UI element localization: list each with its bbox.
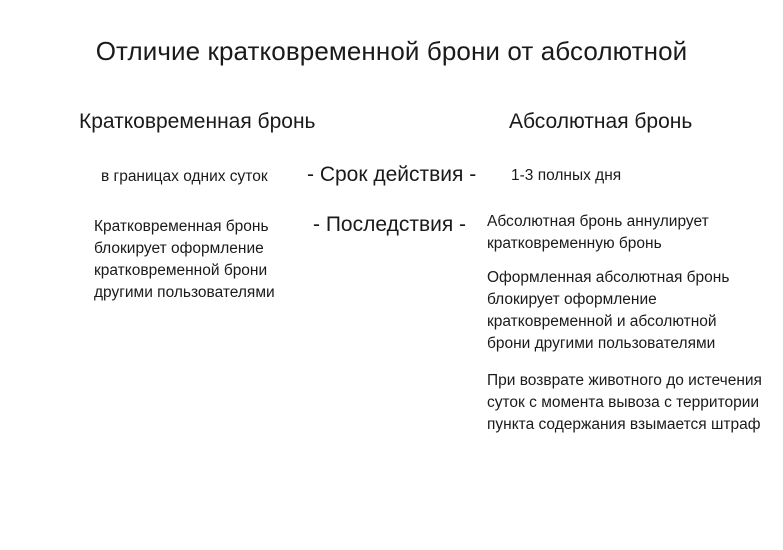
absolute-consequence-2: Оформленная абсолютная бронь блокирует оформление кратковременной и абсолютной брони другими пользователями bbox=[487, 269, 730, 352]
absolute-consequence-1: Абсолютная бронь аннулирует кратковременную бронь bbox=[487, 213, 709, 252]
short-term-duration: в границах одних суток bbox=[101, 168, 268, 185]
absolute-consequence-3: При возврате животного до истечения суток с момента вывоза с территории пункта содержания взымается штраф bbox=[487, 372, 762, 433]
short-term-heading: Кратковременная бронь bbox=[79, 110, 316, 133]
short-term-consequence: Кратковременная бронь блокирует оформление кратковременной брони другими пользователями bbox=[94, 218, 275, 301]
page-title: Отличие кратковременной брони от абсолютной bbox=[95, 36, 688, 66]
absolute-heading: Абсолютная бронь bbox=[509, 110, 693, 133]
absolute-duration: 1-3 полных дня bbox=[511, 167, 622, 184]
term-label: - Срок действия - bbox=[307, 163, 477, 186]
consequences-label: - Последствия - bbox=[313, 213, 467, 236]
